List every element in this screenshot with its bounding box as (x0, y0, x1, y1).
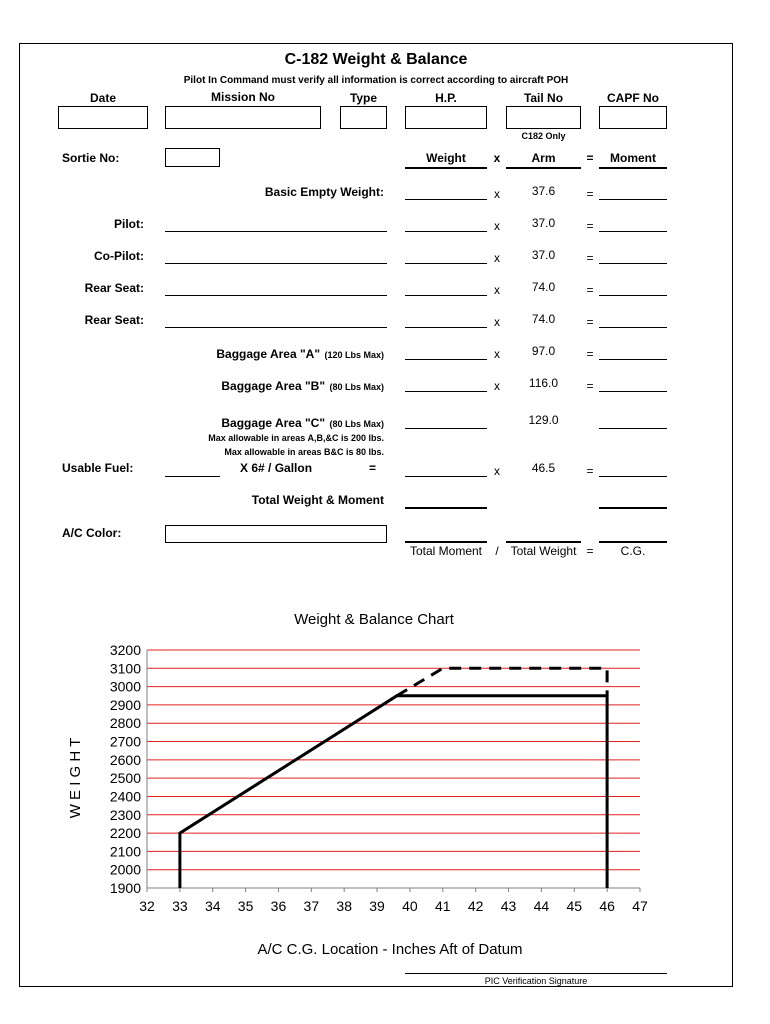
capf-header: CAPF No (607, 91, 659, 105)
x-tick-label: 38 (336, 898, 352, 914)
x-tick-label: 37 (303, 898, 320, 914)
equals-sign: = (586, 283, 594, 297)
divide-sign: / (495, 544, 499, 558)
form-subtitle: Pilot In Command must verify all information is correct according to aircraft POH (183, 75, 569, 86)
baggage-a-limit: (120 Lbs Max) (324, 350, 384, 360)
times-sign: x (494, 283, 500, 297)
equals-sign: = (586, 251, 594, 265)
x-tick-label: 40 (402, 898, 418, 914)
weight-column-header: Weight (426, 151, 466, 165)
y-tick-label: 1900 (109, 880, 141, 896)
y-tick-label: 2300 (109, 806, 141, 823)
times-sign: x (494, 347, 500, 361)
total-weight-moment-label: Total Weight & Moment (251, 493, 384, 507)
y-tick-label: 3200 (109, 642, 141, 658)
max-allowable-note: Max allowable in areas A,B,&C is 200 lbs. (208, 433, 384, 443)
x-tick-label: 47 (632, 898, 648, 914)
times-sign: x (494, 379, 500, 393)
y-tick-label: 2000 (109, 861, 141, 878)
y-tick-label: 2600 (109, 751, 141, 768)
type-header: Type (349, 91, 378, 105)
sortie-label: Sortie No: (62, 151, 120, 165)
x-tick-label: 46 (599, 898, 615, 914)
arm-column-header: Arm (531, 151, 556, 165)
times-sign: x (494, 187, 500, 201)
y-tick-label: 3000 (109, 678, 141, 695)
arm-value: 37.0 (531, 248, 556, 262)
x-tick-label: 42 (467, 898, 484, 914)
y-tick-label: 3100 (109, 660, 141, 677)
max-allowable-note: Max allowable in areas B&C is 80 lbs. (224, 447, 384, 457)
series-normal-envelope (180, 696, 607, 888)
hp-header: H.P. (435, 91, 457, 105)
y-tick-label: 2900 (109, 696, 141, 713)
series-extended-envelope (397, 668, 607, 696)
x-tick-label: 45 (566, 898, 583, 914)
total-weight-caption: Total Weight (510, 544, 577, 558)
baggage-b-label: Baggage Area "B" (221, 379, 326, 393)
baggage-b-limit: (80 Lbs Max) (329, 382, 384, 392)
equals-sign: = (586, 315, 594, 329)
total-moment-caption: Total Moment (409, 544, 483, 558)
basic-empty-weight-label: Basic Empty Weight: (264, 185, 384, 199)
cg-caption: C.G. (620, 544, 646, 558)
x-tick-label: 44 (533, 898, 550, 914)
moment-column-header: Moment (610, 151, 656, 165)
date-header: Date (89, 91, 116, 105)
equals-sign: = (586, 219, 594, 233)
arm-value: 74.0 (531, 312, 556, 326)
x-tick-label: 43 (500, 898, 517, 914)
tail-header: Tail No (523, 91, 564, 105)
times-sign: x (494, 315, 500, 329)
arm-value: 97.0 (531, 344, 556, 358)
arm-value: 37.6 (531, 184, 556, 198)
signature-caption: PIC Verification Signature (484, 976, 588, 986)
form-title: C-182 Weight & Balance (284, 51, 468, 68)
fuel-factor: X 6# / Gallon (240, 461, 313, 475)
x-tick-label: 34 (204, 898, 221, 914)
x-tick-label: 39 (369, 898, 385, 914)
chart-title: Weight & Balance Chart (294, 611, 454, 628)
x-tick-label: 32 (139, 898, 155, 914)
arm-value: 116.0 (528, 376, 559, 390)
equals-sign: = (586, 187, 594, 201)
times-sign: x (494, 464, 500, 478)
y-tick-label: 2200 (109, 825, 141, 842)
signature-line[interactable] (405, 973, 667, 974)
cg-equals-sign: = (586, 544, 594, 558)
y-tick-label: 2400 (109, 788, 141, 805)
y-tick-label: 2700 (109, 733, 141, 750)
x-tick-label: 36 (270, 898, 287, 914)
times-column-header: x (493, 151, 501, 165)
times-sign: x (494, 219, 500, 233)
equals-sign: = (586, 347, 594, 361)
y-tick-label: 2500 (109, 770, 141, 787)
x-tick-label: 41 (435, 898, 451, 914)
baggage-c-label: Baggage Area "C" (221, 416, 326, 430)
x-tick-label: 33 (172, 898, 188, 914)
usable-fuel-label: Usable Fuel: (62, 461, 134, 475)
equals-column-header: = (586, 151, 594, 165)
arm-value: 129.0 (528, 413, 559, 427)
baggage-c-limit: (80 Lbs Max) (329, 419, 384, 429)
c182-only-note: C182 Only (521, 131, 566, 141)
x-tick-label: 35 (237, 898, 254, 914)
y-tick-label: 2100 (109, 843, 141, 860)
chart-x-axis-label: A/C C.G. Location - Inches Aft of Datum (257, 941, 523, 958)
fuel-arm-value: 46.5 (531, 461, 556, 475)
arm-value: 37.0 (531, 216, 556, 230)
mission-header: Mission No (210, 90, 275, 104)
ac-color-label: A/C Color: (62, 526, 122, 540)
co-pilot-label: Co-Pilot: (94, 249, 144, 263)
arm-value: 74.0 (531, 280, 556, 294)
chart-y-axis-label: W E I G H T (67, 737, 84, 819)
fuel-equals: = (369, 461, 377, 475)
equals-sign: = (586, 379, 594, 393)
rear-seat-label: Rear Seat: (84, 281, 144, 295)
y-tick-label: 2800 (109, 715, 141, 732)
equals-sign: = (586, 464, 594, 478)
times-sign: x (494, 251, 500, 265)
rear-seat-label: Rear Seat: (84, 313, 144, 327)
pilot-label: Pilot: (114, 217, 144, 231)
baggage-a-label: Baggage Area "A" (216, 347, 321, 361)
